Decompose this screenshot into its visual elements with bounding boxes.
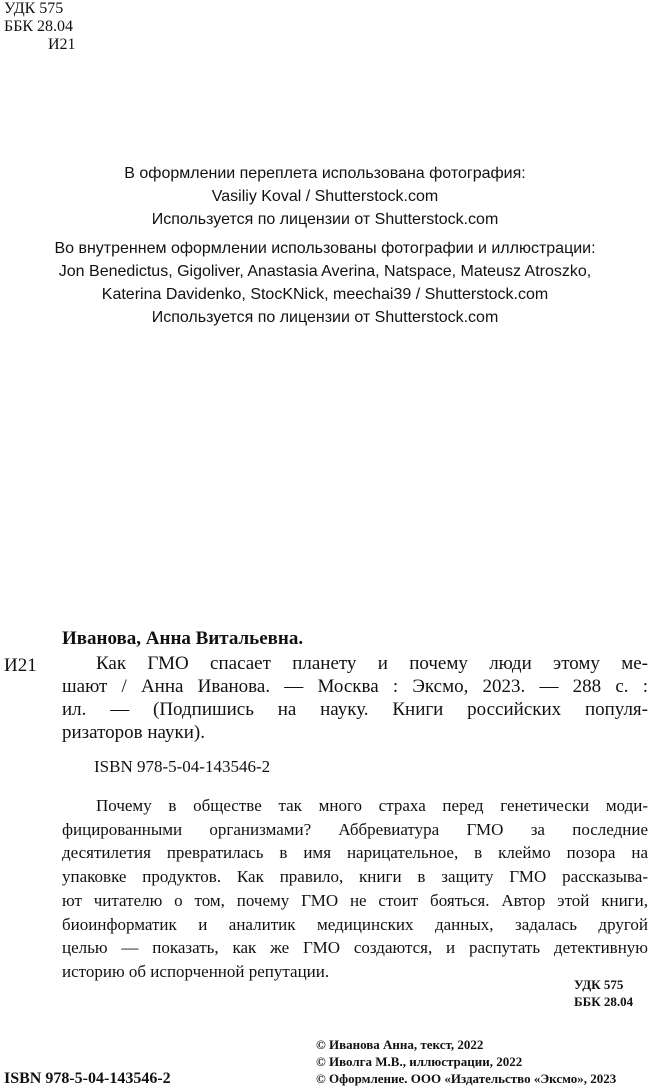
credit-line: Katerina Davidenko, StocKNick, meechai39 / Shutterstock.com — [101, 286, 549, 303]
bibliography-description — [62, 652, 648, 744]
interior-credits — [0, 237, 650, 329]
image-credits — [0, 162, 650, 335]
credit-line: Используется по лицензии от Shutterstock.com — [151, 309, 499, 326]
credit-line: Jon Benedictus, Gigoliver, Anastasia Averina, Natspace, Mateusz Atroszko, — [58, 263, 592, 280]
credit-line: Используется по лицензии от Shutterstock.com — [151, 211, 499, 228]
annotation-line: фицированными организмами? Аббревиатура ГМО за последние — [62, 819, 648, 839]
bibliography-index: И21 — [4, 655, 37, 676]
description-line: Как ГМО спасает планету и почему люди этому ме- — [96, 653, 648, 674]
classification-footer — [574, 976, 633, 1010]
copyright-block — [316, 1036, 616, 1087]
bibliography-isbn: ISBN 978-5-04-143546-2 — [94, 757, 271, 776]
description-line: ризаторов науки). — [62, 722, 206, 743]
cover-credits — [0, 162, 650, 231]
bibliography-author: Иванова, Анна Витальевна. — [62, 628, 304, 649]
author-index: И21 — [48, 36, 76, 53]
annotation-line: целью — показать, как же ГМО создаются, и распутать детективную — [62, 938, 648, 958]
description-line: шают / Анна Иванова. — Москва : Эксмо, 2023. — 288 с. : — [62, 676, 648, 697]
classification-header — [4, 0, 76, 54]
isbn-footer: ISBN 978-5-04-143546-2 — [4, 1070, 171, 1087]
udk-code: УДК 575 — [4, 0, 64, 17]
copyright-line: © Оформление. ООО «Издательство «Эксмо», 2023 — [316, 1071, 617, 1086]
bbk-code: ББК 28.04 — [574, 994, 634, 1009]
annotation-line: биоинформатик и аналитик медицинских данных, задалась другой — [62, 914, 648, 934]
credit-line: Vasiliy Koval / Shutterstock.com — [211, 188, 439, 205]
udk-code: УДК 575 — [574, 977, 624, 992]
description-line: ил. — (Подпишись на науку. Книги российских популя- — [62, 699, 648, 720]
annotation-line: Почему в обществе так много страха перед генетически моди- — [96, 796, 648, 815]
annotation-line: упаковке продуктов. Как правило, книги в защиту ГМО рассказыва- — [62, 867, 648, 887]
annotation-line: десятилетия превратилась в имя нарицательное, в клеймо позора на — [62, 843, 648, 863]
annotation-line: историю об испорченной репутации. — [62, 961, 330, 981]
annotation-line: ют читателю о том, почему ГМО не стоит бояться. Автор этой книги, — [62, 890, 648, 910]
credit-line: В оформлении переплета использована фотография: — [124, 165, 526, 182]
copyright-line: © Иволга М.В., иллюстрации, 2022 — [316, 1054, 523, 1069]
credit-line: Во внутреннем оформлении использованы фотографии и иллюстрации: — [54, 240, 596, 257]
copyright-line: © Иванова Анна, текст, 2022 — [316, 1037, 484, 1052]
bbk-code: ББК 28.04 — [4, 18, 74, 35]
annotation — [62, 794, 648, 984]
